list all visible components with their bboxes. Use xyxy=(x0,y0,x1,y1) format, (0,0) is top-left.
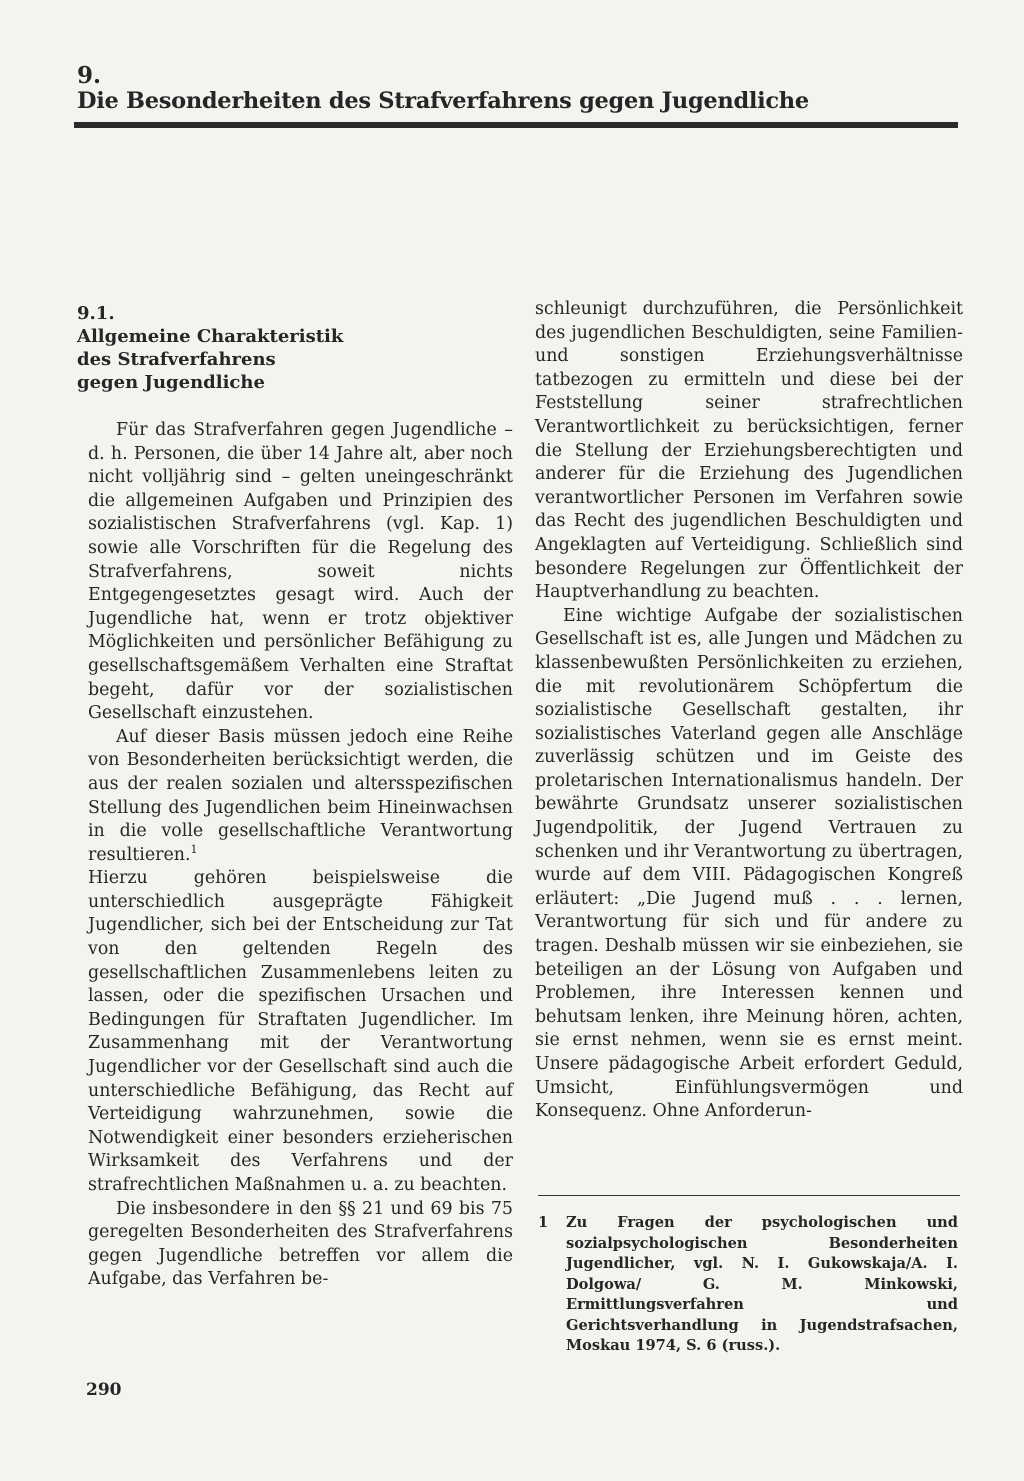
right-column xyxy=(535,298,963,1124)
page-number: 290 xyxy=(86,1380,122,1400)
paragraph xyxy=(88,726,513,868)
footnote-reference[interactable]: 1 xyxy=(190,842,198,856)
paragraph: Eine wichtige Aufgabe der sozialistischen Gesellschaft ist es, alle Jungen und Mädchen zu klassenbewußten Persönlichkeiten zu erziehen, die mit revolutionärem Schöpfertum die sozialistische Gesellschaft gestalten, ihr sozialistisches Vaterland gegen alle Anschläge zuverlässig schützen und im Geiste des proletarischen Internationalismus handeln. Der bewährte Grundsatz unserer sozialistischen Jugendpolitik, der Jugend Vertrauen zu schenken und ihr Verantwortung zu übertragen, wurde auf dem VIII. Pädagogischen Kongreß erläutert: „Die Jugend muß . . . lernen, Verantwortung für sich und für andere zu tragen. Deshalb müssen wir sie einbeziehen, sie beteiligen an der Lösung von Aufgaben und Problemen, ihre Interessen kennen und behutsam lenken, ihre Meinung hören, achten, sie ernst nehmen, wenn sie es ernst meint. Unsere pädagogische Arbeit erfordert Geduld, Umsicht, Einfühlungsvermögen und Konsequenz. Ohne Anforderun- xyxy=(535,605,963,1122)
section-heading xyxy=(77,302,437,394)
chapter-number: 9. xyxy=(77,62,102,89)
footnote-number: 1 xyxy=(538,1214,549,1231)
left-column xyxy=(88,419,513,1292)
section-title-line: Allgemeine Charakteristik xyxy=(77,326,344,347)
paragraph: Für das Strafverfahren gegen Jugendliche – d. h. Personen, die über 14 Jahre alt, aber noch nicht volljährig sind – gelten uneingeschränkt die allgemeinen Aufgaben und Prinzipien des sozialistischen Strafverfahrens (vgl. Kap. 1) sowie alle Vorschriften für die Regelung des Strafverfahrens, soweit nichts Entgegengesetztes gesagt wird. Auch der Jugendliche hat, wenn er trotz objektiver Möglichkeiten und persönlicher Befähigung zu gesellschaftsgemäßem Verhalten eine Straftat begeht, dafür vor der sozialistischen Gesellschaft einzustehen. xyxy=(88,420,513,724)
paragraph: Die insbesondere in den §§ 21 und 69 bis 75 geregelten Besonderheiten des Strafverfahrens gegen Jugendliche betreffen vor allem die Aufgabe, das Verfahren be- xyxy=(88,1198,513,1290)
paragraph: schleunigt durchzuführen, die Persönlichkeit des jugendlichen Beschuldigten, seine Familien- und sonstigen Erziehungsverhältnisse tatbezogen zu ermitteln und diese bei der Feststellung seiner strafrechtlichen Verantwortlichkeit zu berücksichtigen, ferner die Stellung der Erziehungsberechtigten und anderer für die Erziehung des Jugendlichen verantwortlicher Personen im Verfahren sowie das Recht des jugendlichen Beschuldigten und Angeklagten auf Verteidigung. Schließlich sind besondere Regelungen zur Öffentlichkeit der Hauptverhandlung zu beachten. xyxy=(535,299,963,603)
paragraph: Hierzu gehören beispielsweise die unterschiedlich ausgeprägte Fähigkeit Jugendlicher, sich bei der Entscheidung zur Tat von den geltenden Regeln des gesellschaftlichen Zusammenlebens leiten zu lassen, oder die spezifischen Ursachen und Bedingungen für Straftaten Jugendlicher. Im Zusammenhang mit der Verantwortung Jugendlicher vor der Gesellschaft sind auch die unterschiedliche Befähigung, das Recht auf Verteidigung wahrzunehmen, sowie die Notwendigkeit einer besonders erzieherischen Wirksamkeit des Verfahrens und der strafrechtlichen Maßnahmen u. a. zu beachten. xyxy=(88,868,513,1195)
section-title-line: gegen Jugendliche xyxy=(77,372,265,393)
chapter-rule xyxy=(74,122,958,128)
section-number: 9.1. xyxy=(77,303,115,324)
footnote-text: Zu Fragen der psychologischen und sozialpsychologischen Besonderheiten Jugendlicher, vgl. N. I. Gukowskaja/A. I. Dolgowa/ G. M. Minkowski, Ermittlungsverfahren und Gerichtsverhandlung in Jugendstrafsachen, Moskau 1974, S. 6 (russ.). xyxy=(566,1214,958,1354)
paragraph-text: Auf dieser Basis müssen jedoch eine Reihe von Besonderheiten berücksichtigt werden, die aus der realen sozialen und altersspezifischen Stellung des Jugendlichen beim Hineinwachsen in die volle gesellschaftliche Verantwortung resultieren. xyxy=(88,726,513,865)
footnote xyxy=(538,1213,958,1357)
chapter-title: Die Besonderheiten des Strafverfahrens gegen Jugendliche xyxy=(77,88,809,114)
section-title-line: des Strafverfahrens xyxy=(77,349,276,370)
footnote-rule xyxy=(538,1195,960,1196)
